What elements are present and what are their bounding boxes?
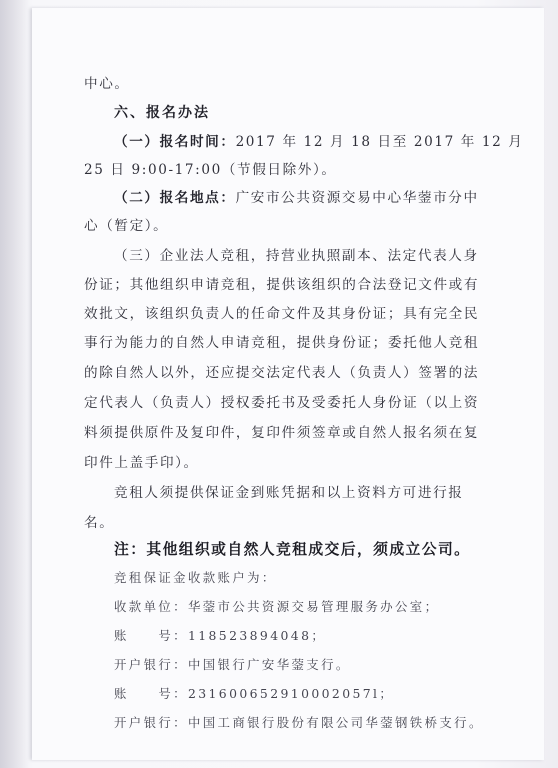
text-line: 事行为能力的自然人申请竞租，提供身份证；委托他人竞租	[84, 335, 480, 351]
registration-place-label: （二）报名地点：	[114, 190, 236, 206]
text-line: 竞租保证金收款账户为：	[114, 570, 277, 585]
text-line: 效批文，该组织负责人的任命文件及其身份证；具有完全民	[84, 306, 480, 322]
registration-time-value: 2017 年 12 月 18 日至 2017 年 12 月	[235, 134, 524, 150]
payee-unit: 收款单位：华蓥市公共资源交易管理服务办公室；	[114, 599, 440, 614]
text-line: 25 日 9:00-17:00（节假日除外）。	[84, 162, 337, 178]
text-line: 竞租人须提供保证金到账凭据和以上资料方可进行报	[114, 485, 464, 501]
registration-place-value: 广安市公共资源交易中心华蓥市分中	[235, 190, 479, 206]
text-line: 定代表人（负责人）授权委托书及受委托人身份证（以上资	[84, 395, 480, 411]
bank-name-1: 开户银行：中国银行广安华蓥支行。	[114, 657, 351, 672]
account-number-2: 账 号：231600652910002057l；	[114, 686, 395, 701]
document-page	[32, 8, 544, 760]
text-line: （三）企业法人竞租，持营业执照副本、法定代表人身	[114, 248, 479, 264]
registration-time	[114, 130, 524, 150]
account-number-1: 账 号：118523894048；	[114, 628, 327, 643]
bank-name-2: 开户银行：中国工商银行股份有限公司华蓥钢铁桥支行。	[114, 715, 484, 730]
registration-place	[114, 186, 479, 206]
note-line: 注：其他组织或自然人竞租成交后，须成立公司。	[114, 541, 471, 558]
text-line: 料须提供原件及复印件，复印件须签章或自然人报名须在复	[84, 425, 480, 441]
text-line: 中心。	[84, 76, 130, 92]
text-line: 的除自然人以外，还应提交法定代表人（负责人）签署的法	[84, 365, 480, 381]
text-line: 印件上盖手印）。	[84, 455, 199, 471]
registration-time-label: （一）报名时间：	[114, 134, 236, 150]
section-heading: 六、报名办法	[114, 105, 210, 121]
binding-shadow	[0, 0, 30, 768]
text-line: 心（暂定）。	[84, 218, 169, 234]
text-line: 份证；其他组织申请竞租，提供该组织的合法登记文件或有	[84, 277, 480, 293]
text-line: 名。	[84, 515, 115, 531]
